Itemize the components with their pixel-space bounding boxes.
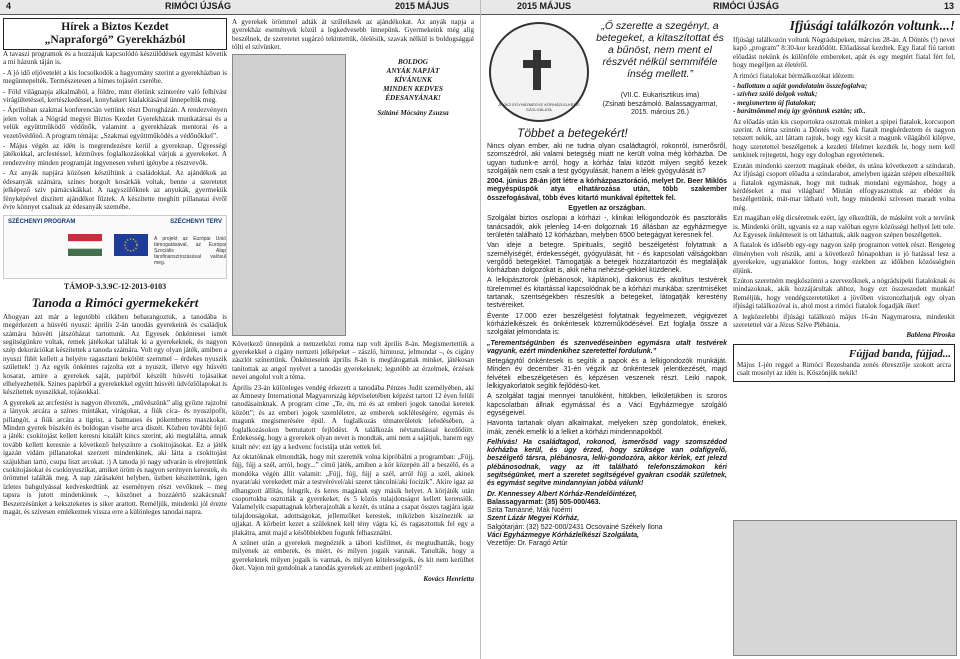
band-box (733, 344, 955, 382)
headline: Hírek a Biztos Kezdet (61, 21, 169, 33)
paragraph: Ezután mindenki szerzett magának ebédet, és utána következett a színdarab. Az ifjúsági csoport előadta a színdarabot, amelyben igazán szépen elbeszélték a fiatalok egymásnak, hogy mit tudnak mondani egymáshoz, hogy a kérdéseket a mai világban! Miután elfogyasztottuk az ebédet és beszélgettünk, mát-mar látható volt, hogy mindenki szívesen maradt volna még. (733, 161, 955, 212)
paragraph: A szolgálat tagjai mennyei tanulóként, hitükben, lelkületükben is szoros kapcsolatban állnak egymással és a Váci Egyházmegye szolgáló egységeivel. (487, 393, 727, 417)
szechenyi-program-logo: SZÉCHENYI PROGRAM (8, 219, 76, 226)
signature: Szitáné Mócsány Zsuzsa (377, 108, 449, 117)
poem-line: MINDEN KEDVES (383, 84, 443, 93)
paragraph: Évente 17.000 ezer beszélgetést folytatnak fegyelmezett, végigvezet kórházlelkészek és önkéntesek közreműködésével. Ezt foglalja össze a szolgálat jelmondata is: (487, 312, 727, 337)
headline-box (3, 18, 227, 50)
paragraph: A fiatalok és idősebb egy-egy nagyon szép programon vettek részt. Rengeteg élményben volt részük, ami a következő hónapokban is jó hatással lesz a gyerekekre, ugyanakkor fontos, hogy ezekben az időkben közösségben éljünk. (733, 241, 955, 275)
paragraph: Az oktatóknak elmondták, hogy mit szerették volna kipróbálni a programban: „Fújj, fújj, fújj a szél, arról, hogy...” című játék, amiben a kör közepén áll a beszélő, és a mondóka végén állít valamit: „Fújj, fújj, fújj a szél, arról fújj a szél, akinek nyarat/aki verekedett már a testvérével/aki szeret táncolni/aki focizik”. Akire igaz az elhangzott állítás, felugrik, és keres magának egy másik helyet. A körjáték után csoportokba osztották a gyerekeket, és 5 közös tulajdonságot kellett kerensiük. Valamelyik csapattagnak körberajzolták a kezét, és utána a csapat összes tagjára igaz tulajdonságokat, adottságokat, jellemzőket kerestek, miközben kiszínezték az ujjakat. A körbeírt kezet a szüleknek kell tény vágta ki, és ragasztottuk fel egy a plakátra, amit majd a későbbiekben fogunk felhasználni. (232, 452, 474, 537)
paragraph: Ifjúsági találkozón voltunk Nógrádsipeken, március 28-án. A Döntés (!) nevet kapó „program” 8:30-kor kezdődött. Előadással kezdtek. Egy fiatal fiú tartott előadást nekünk és különféle embereket, apát és egy megtért fiatal fért fel, hogy megéljen az életéről. (733, 36, 955, 70)
paragraph: - A jó idő eljövetelét a kis locsolkodók a hagyomány szerint a gyerekházban is megünnepelték. Természetesen a himes tojásért cserébe. (3, 68, 227, 86)
issue-date: 2015 MÁJUS (517, 1, 572, 11)
quote: „Ő szerette a szegényt, a betegeket, a kitaszítottat és a bűnöst, nem ment el részvét nélkül semmiféle ínség mellett.” (596, 20, 724, 80)
issue-date: 2015 MÁJUS (395, 1, 450, 11)
project-code: TÁMOP-3.3.9C-12-2013-0103 (63, 282, 167, 292)
list-item: - szívhez szóló dolgok voltak; (733, 90, 818, 99)
right-page-header (481, 0, 960, 15)
paragraph: Ezt magában elég dicséretnek ezért, így elkezdtük, de másként volt a tervünk is. Mindenki örült, ugyanis ez a nap valóban egyre közösségi hellyel lett tele. Az Egyesek önkénteseit is ott láthattuk, akik nagyon szépen beszélgettek. (733, 214, 955, 239)
paragraph: A lelkipásztorok (plébánosok, káplánok), diakonus és akolitus testvérek türelemmel és kitartással kapcsolódnak be a kórházi munkába: szentmiséket tartanak, szentségekben részesítik a betegeket, látogatják kerestény testvéreiket. (487, 277, 727, 310)
signature: Bablena Piroska (906, 331, 955, 340)
paragraph: Van ideje a betegre. Spiritualis, segítő beszélgetést folytatnak a személyiségét, érdekességét, gyógyulását, hit - és kapcsolati válságokban vergődő betegekkel. Támogatják a betegek hozzátartozóit és megtalálják kórházban dolgozókat is, akik néha nehézsé-gekkel küzdenek. (487, 242, 727, 275)
poem-line: ANYÁK NAPJÁT (386, 66, 440, 75)
paragraph: A legközelebbi ifjúsági találkozó május 16-án Nagymarosra, mindenkit szeretettel vár a Jézus Szíve Plébánia. (733, 312, 955, 329)
paragraph: - Áprilisban szakmai konferencián vettünk részt Dorogházán. A rendezvényen jelen voltak a Nógrád megyei Biztos Kezdet Gyerekházak munkatársai és a velük együttműködő védőnők, valamint a gyerekházak mentorai és a vezetővédőnő. A program témája: „Szakmai együttműködés a védőnőkkel”. (3, 106, 227, 140)
photo-band-truck (733, 520, 957, 656)
paragraph: - Föld világnapja alkalmából, a földre, mint életünk színterére való felhívást virágültetéssel, kertészkedéssel, konyhakert kialakításával ünnepeltük meg. (3, 87, 227, 105)
signature: Kovács Henrietta (423, 574, 474, 583)
contact-name: Dr. Kennessey Albert Kórház-Rendelőintézet, (487, 490, 637, 498)
paragraph: Az előadás után kis csoportokra osztottak minket a spipei fiatalok, korcsoport szerint. A téma szintén a Döntés volt. Sok fiatalt megkérdeztem és nagyon tetszett nekik, azt láttam rajtuk, hogy egy kicsit a magunk világából kilépve, hogy szeretettel beszélgettek a kezdeti félelmet kezdték le, hogy nem kell senkinek rejtegetni, hogy egy dologban egyetértenek. (733, 117, 955, 160)
intro-text (232, 18, 474, 54)
right-column-1 (487, 18, 727, 658)
quote-source: (VII.C. Eukarisztikus ima) (620, 92, 700, 99)
paragraph: Következő ünnepünk a nemzetközi roma nap volt április 8-án. Megismertettük a gyerekekkel a cigány nemzeti jelképeket – zászló, himnusz, jelmondat –, és cigány zászlót színeztünk. Önkénteseink április 8-án is meglátogattak minket, játékosan tanítottak az angol nyelvet a tanodás gyerekeknek; legutóbb az érzelmek, érzések nevei angolul volt a téma. (232, 339, 474, 382)
quote-header (487, 18, 727, 124)
section-title: Ifjúsági találkozón voltunk...! (789, 18, 955, 33)
left-column-2 (232, 18, 474, 658)
paragraph: A rimóci fiatalokat bérmálkozókat idézem: (733, 71, 855, 80)
paragraph: A gyerekek örömmel adták át szüleiknek az ajándékokat. Az anyák napja a gyerekház események közül a legkedvesebb ünnepünk. Gyermekeink még alig beszélnek, de szeretetet sugárzó tekintettük, ölelésük, szavak nélkül is boldogsággal tölti el szívünket. (232, 18, 474, 52)
poem-block (352, 54, 474, 340)
funding-logos (3, 215, 227, 279)
poem-line: KÍVÁNUNK (394, 75, 432, 84)
right-page (480, 0, 960, 659)
paragraph: A szünet után a gyerekek megnézték a tábori kisfilmet, és megtudhatták, hogy milyenek az emberek, és miért, és milyen jogaik vannak. Tanulták, hogy a gyerekeknek milyen jogaik is vannak, és milyen kötelességeik, és kit nem kerülhet őket. Vajon mit gondolnak a tanodás gyerekek az emberi jogokról? (232, 538, 474, 573)
page-number: 13 (944, 1, 955, 11)
hungarian-flag-icon (68, 234, 102, 256)
intro-row (232, 18, 474, 54)
call-to-action: Felhívás! Ha családtagod, rokonod, ismerősöd vagy szomszédod kórházba kerül, és úgy érzed, hogy szüksége van odafigyelő, beszélgető társra, plébánosra, lelki-gondozóra, akkor kérlek, ezt jelezd plébánosodnak, vagy az itt található telefonszámokon kéri segítségünket, mert a szeretet segítségével gyakran csodák születnek, és egymást segítve mindannyian jobbá válunk! (487, 438, 727, 488)
paragraph: Április 23-án különleges vendég érkezett a tanodába Pénzes Judit személyében, aki az Amnesty International Magyarország képviseletében képzést tartott 12 éven felüli tanodásainknak. A program címe „Te, én, mi és az emberi jogok tanodai keretek között”; és az emberi jogok szemléletre, az emberek sokféleségére, egymás és magunk megismerésére épül. A foglalkozás tématerületek lefedésében, a foglalkozásokon bemutatott fejlődést. A találkozás névtanulással kezdődött. Érdekesség, hogy a gyerekek olyan nevet is mondtak, ami nem a sajátjuk, hanem egy kitalt név: ezt így a kedvenc focistája után vettek fel. (232, 383, 474, 451)
poem-line: BOLDOG (398, 57, 428, 66)
poem-line: ÉDESANYÁNAK! (385, 93, 441, 102)
paragraph: Nincs olyan ember, aki ne tudna olyan családtagról, rokonról, ismerősről, szomszédról, aki valami betegség miatt ne került volna még kórházba. De ugyan tudunk-e arról, hogy a kórház falai között milyen segítő kezek szolgálják nem csak a test gyógyulását, hanem a lélek gyógyulását is? (487, 143, 727, 175)
service-leader: Vezetője: Dr. Faragó Artúr (487, 540, 568, 548)
left-column-1 (3, 18, 227, 658)
szechenyi-terv-logo: SZÉCHENYI TERV (170, 219, 222, 226)
contact-name: Szent Lázár Megyei Kórház, (487, 515, 580, 523)
box-text: Május 1-jén reggel a Rimóci Rezesbanda zenés ébresztője szokott arcra csalt mosolyt az idén is. Köszönjük nekik! (737, 360, 951, 378)
contact-phone: Salgótarján: (32) 522-000/2431 Ocsovainé Székely Ilona (487, 523, 663, 531)
page-number: 4 (6, 1, 12, 11)
paragraph: Havonta tartanak olyan alkalmakat, melyeken szép gondolatok, énekek, imák, zenék emelik ki a lelket a kórházi mindennapokból. (487, 420, 727, 436)
funding-note: A projekt az Európai Unió támogatásával, az Európai Szociális Alap társfinanszírozásával valósul meg. (154, 236, 226, 267)
quote-source: (Zsinati beszámoló. Balassagyarmat, 2015. március 26.) (602, 101, 718, 117)
service-name: Váci Egyházmegye Kórházlelkészi Szolgálata, (487, 532, 640, 540)
paragraph: - Az anyák napjára közösen készültünk a családokkal. Az ajándékok az édesanyák számára, színes horgolt kosárkák voltak, benne a szeretetet jelképező szív párnácskákkal. A nagyszülőknek az anyukák, gyermekük fényképével díszített ajándékot fűztek. A készítette meghitt pillanatai évről évre könnyet csalnak az édesanyák szemébe. (3, 169, 227, 211)
paragraph: Ezúton szeretném megköszönni a szervezőknek, a nógrádsipeki fiataloknak és mindazoknak, akik hozzájárultak ahhoz, hogy ezt összeszedett munkát! Reméljük, hogy vendégszeretetüket a jövőben viszonozhatjuk egy olyan ifjúsági találkozóval is, ahol most a rimóci fiatalok fogadják őket! (733, 276, 955, 311)
paragraph: A tavaszi programok és a hozzájuk kapcsolódó készülődések egymást követik a mi házunk táján is. (3, 50, 227, 67)
paragraph: 2004. június 28-án jött létre a kórházpasztoráció, melyet Dr. Beer Miklós megyéspüspök atya elhatározása után, több szakember összefogásával, több éves kitartó munkával építettek fel. (487, 178, 727, 202)
list-item: - megismertem új fiatalokat; (733, 98, 816, 107)
paragraph: Betegágytól önkéntesek is segítik a papok és a lelkigondozók munkáját. Minden év december 31-én végzik az önkéntesek jelentkezését, majd felvételi elbeszélgetésen és képzésen veszenek részt. Leiki napok, lelkigyakorlatok segítik fejlődésü-ket. (487, 358, 727, 391)
contact-person: Szita Tamásné, Mák Noémi (487, 507, 573, 515)
section-title: Többet a betegekért! (517, 126, 628, 140)
seal-text: A VÁCI EGYHÁZMEGYE KÓRHÁZLELKÉSZI SZOLGÁLATA (498, 102, 580, 112)
photo-poem-row (232, 54, 474, 340)
section-title: Tanoda a Rimóci gyermekekért (31, 294, 199, 310)
paragraph: Ahogyan azt már a legutóbbi cikkben beharangoztuk, a tanodába is megérkezett a húsvéti nyuszi: április 2-án tanodás gyerekeink és családjuk számára húsvéti játszóházat tartottunk. Az Egyesek önkéntesei ismét segítségünkre voltak, remek játékokat találtak ki a gyerekeknek, és nagyon szép dekorációkat készítettek a tanoda számára. Volt egy olyan játék, amiben a nyuszi fülét kellett a helyére ragasztani bekötött szemmel – érdekes nyuszik születtek! :) Az egyik önkéntes rajzolta ezt a nyuszit, illetve egy húsvéti kosarat, amire a gyerekek saját, papírból készült húsvéti tojásaikat elhelyezhették. Szines papírból a gyerekekkel együtt húsvéti üdvözlőlapokat is készítettek nyuszikkal, tojásokkal. (3, 312, 227, 397)
list-item: - hallottam a saját gondolataim összefoglalva; (733, 82, 868, 91)
paragraph: Szolgálat biztos oszlopai a kórházi -, klinikai lelkigondozók és pasztorális tanácsadók, akik jelenleg 14-en dolgoznak 16 állásban az egyházmegye területén található 12 kórházban, melyben 6500 betegágyat keresnek fel. (487, 215, 727, 239)
box-title: Fújjad banda, fújjad... (848, 347, 951, 360)
motto: „Terementségünben és szenvedéseinben egymásra utalt testvérek vagyunk, ezért mindenkihez szeretettel fordulunk.” (487, 339, 727, 355)
paragraph: A gyerekek az arcfestést is nagyon élvezték, „művészünk” alig győzte rajzolni a lányok arcára a színes mintákat, virágokat, a fiúk cica- és nyuszipofit, pillangót, a fiúk arcára a tigrist, a batmanes és pókemberes maszkokat. Minden gyerek büszkén és boldogan viselte arca díszét. Közben további fejtő a játék: csokitojást kellett keresni kitalált kincs szerint, aki megtalálta, annak tovább kellett keresnie a következő helyszínre a csokitojásokat. Ez a játék igazán vidám pillanatokat szerzett mindenkinek, aki látta a csokitojást szájukban tartó, csupa liszt arcokat. :) A tanoda jó nagy udvarán is elrejtettünk csokitojásokat és csokinyuszikat, amiket öröm és nagyon serényen kerestek, és örömmel találták meg. A nap zárásaként helyben, üstben készítettünk, igen ízletes babgulyással kedveskedtünk az eseményen részt vevőknek – meg tapsra is jutott mindenkinek –, köszönet a hozzáértő szakácsnak! Beszerzésünket a kekszteketes is siker arattott. Reméljük, mindenki jól érezte magát, és szívesen emlékeznek vissza erre a különleges tanodai napra. (3, 398, 227, 517)
church-seal-logo (489, 22, 589, 122)
paragraph: - Május végén az idén is megrendezésre kerül a gyereknap. Ügyességi játékokkal, arcfestéssel, kézműves foglalkozásokkal várjuk a gyerekeket. A rendezvény minden programját ingyenesen veheti igénybe a résztvevők. (3, 142, 227, 167)
paragraph: Egyetlen az országban. (568, 205, 646, 213)
left-page-header (0, 0, 480, 15)
photo-children-gifts (232, 54, 346, 336)
list-item: - barátnőmmel még így gyöntunk esztán; stb.. (733, 107, 866, 116)
headline: „Napraforgó” Gyerekházból (44, 34, 186, 46)
journal-title: RIMÓCI ÚJSÁG (165, 1, 232, 11)
eu-flag-icon (114, 234, 148, 256)
journal-title: RIMÓCI ÚJSÁG (713, 1, 780, 11)
contact-phone: Balassagyarmat: (35) 505-000/463. (487, 498, 601, 506)
